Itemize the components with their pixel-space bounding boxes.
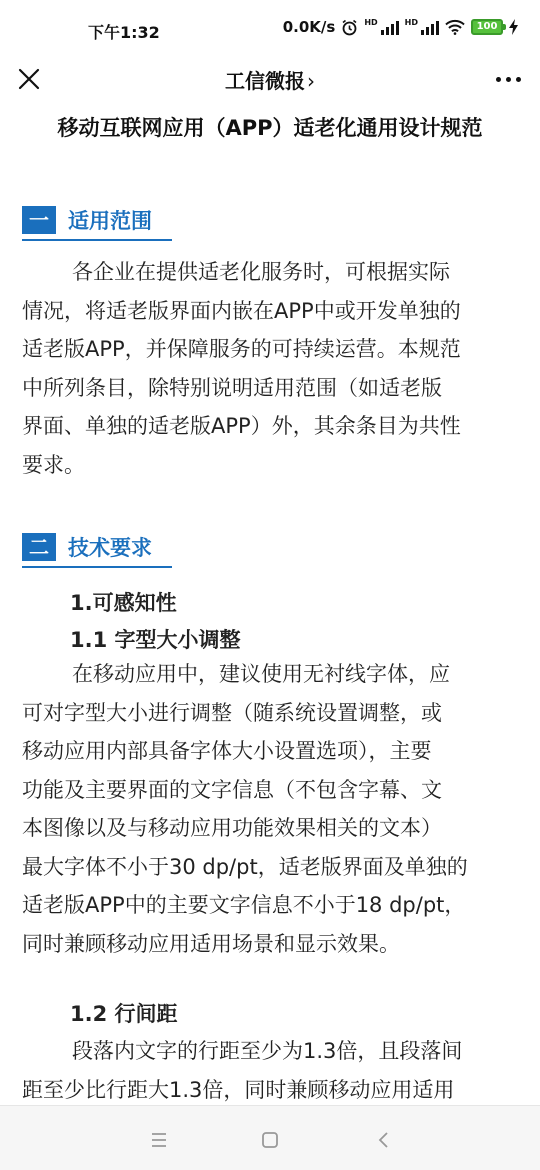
section-label-2: 技术要求 xyxy=(68,536,152,560)
status-icons xyxy=(283,18,518,36)
back-icon xyxy=(370,1126,398,1154)
paragraph-line: 移动应用内部具备字体大小设置选项），主要 xyxy=(22,739,432,763)
more-button[interactable] xyxy=(490,66,526,92)
paragraph-line: 情况，将适老版界面内嵌在APP中或开发单独的 xyxy=(22,298,461,323)
subheading-1-2: 1.2 行间距 xyxy=(70,1002,178,1026)
paragraph-line: 可对字型大小进行调整（随系统设置调整，或 xyxy=(22,700,442,725)
subsection-1-2-paragraph xyxy=(22,1032,520,1109)
account-name: 工信微报 xyxy=(225,69,305,93)
section-label-1: 适用范围 xyxy=(68,209,152,233)
hd-label: HD xyxy=(404,18,418,27)
paragraph-line: 段落内文字的行距至少为1.3倍，且段落间 xyxy=(72,1039,463,1063)
network-speed: 0.0K/s xyxy=(282,18,336,36)
paragraph-line: 各企业在提供适老化服务时，可根据实际 xyxy=(72,260,450,284)
home-button[interactable] xyxy=(256,1126,284,1154)
status-bar xyxy=(0,0,540,56)
more-icon xyxy=(496,77,521,82)
nav-bar xyxy=(0,56,540,102)
home-icon xyxy=(256,1126,284,1154)
paragraph-line: 要求。 xyxy=(22,452,85,477)
charging-icon xyxy=(509,19,518,35)
subheading-1-1: 1.1 字型大小调整 xyxy=(70,628,241,652)
alarm-icon xyxy=(341,19,358,36)
signal-icon xyxy=(364,19,398,35)
paragraph-line: 适老版APP中的主要文字信息不小于18 dp/pt， xyxy=(22,893,466,917)
section-header-2 xyxy=(22,530,172,568)
battery-icon: 100 xyxy=(471,19,503,35)
subheading-1: 1.可感知性 xyxy=(70,591,177,615)
paragraph-line: 功能及主要界面的文字信息（不包含字幕、文 xyxy=(22,777,442,802)
paragraph-line: 在移动应用中，建议使用无衬线字体，应 xyxy=(72,662,450,686)
system-navigation-bar xyxy=(0,1105,540,1170)
paragraph-line: 最大字体不小于30 dp/pt，适老版界面及单独的 xyxy=(22,854,468,879)
section-number-2: 二 xyxy=(22,533,56,561)
section-1-paragraph xyxy=(22,253,520,484)
paragraph-line: 同时兼顾移动应用适用场景和显示效果。 xyxy=(22,931,400,956)
subsection-1-1-paragraph xyxy=(22,655,520,963)
paragraph-line: 中所列条目，除特别说明适用范围（如适老版 xyxy=(22,375,442,400)
back-button[interactable] xyxy=(370,1126,398,1154)
paragraph-line: 本图像以及与移动应用功能效果相关的文本） xyxy=(22,816,442,840)
wifi-icon xyxy=(445,19,465,35)
paragraph-line: 适老版APP，并保障服务的可持续运营。本规范 xyxy=(22,337,461,361)
status-time: 下午1:32 xyxy=(88,23,160,42)
hd-label: HD xyxy=(364,18,378,27)
paragraph-line: 界面、单独的适老版APP）外，其余条目为共性 xyxy=(22,414,461,438)
article-title: 移动互联网应用（APP）适老化通用设计规范 xyxy=(57,116,483,140)
account-title-link[interactable] xyxy=(0,65,540,94)
signal-icon xyxy=(405,19,439,35)
menu-button[interactable] xyxy=(145,1126,173,1154)
menu-icon xyxy=(145,1126,173,1154)
section-number-1: 一 xyxy=(22,206,56,234)
chevron-right-icon: › xyxy=(307,69,315,93)
section-header-1 xyxy=(22,203,172,241)
paragraph-line: 距至少比行距大1.3倍，同时兼顾移动应用适用 xyxy=(22,1077,455,1102)
